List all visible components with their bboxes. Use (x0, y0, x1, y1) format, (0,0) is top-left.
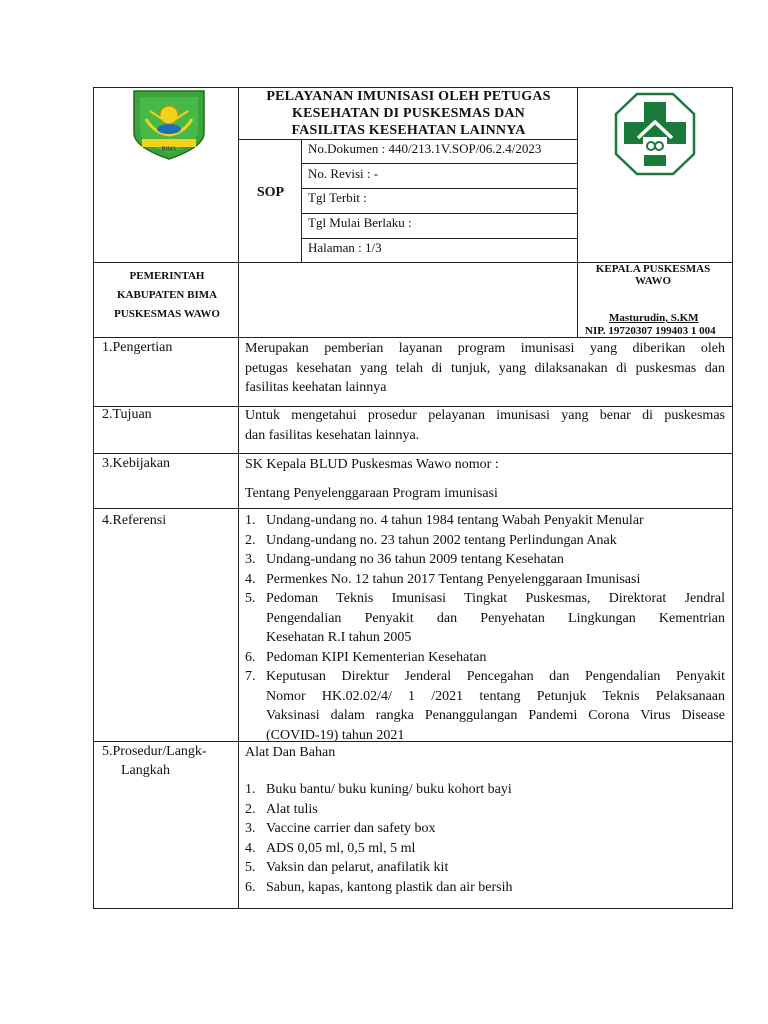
item-number: 5. (245, 860, 256, 875)
head-title-line: KEPALA PUSKESMAS (595, 263, 711, 275)
reference-item (245, 667, 725, 745)
head-nip: NIP. 19720307 199403 1 004 (585, 325, 716, 337)
text-line: Undang-undang no 36 tahun 2009 tentang Kesehatan (266, 552, 564, 567)
revision-number: No. Revisi : - (308, 166, 379, 181)
text-line: Sabun, kapas, kantong plastik dan air bersih (266, 879, 513, 895)
emblem-ribbon-text: BIMA (161, 147, 177, 153)
head-title (578, 263, 728, 287)
equipment-item (245, 780, 725, 800)
section-label-pengertian: 1.Pengertian (102, 340, 173, 355)
text-line: (COVID-19) tahun 2021 (266, 727, 405, 743)
section-label-prosedur: 5.Prosedur/Langk- (102, 744, 207, 759)
text-line: Merupakan pemberian layanan program imunisasi yang diberikan oleh (245, 341, 725, 356)
prosedur-subtitle: Alat Dan Bahan (245, 745, 336, 760)
text-line: Vaccine carrier dan safety box (266, 821, 436, 836)
equipment-item (245, 839, 725, 859)
item-number: 2. (245, 801, 256, 817)
text-line: petugas kesehatan yang telah di tunjuk, yang dilaksanakan di puskesmas dan (245, 360, 725, 376)
text-line: Alat tulis (266, 801, 318, 817)
section-label-tujuan: 2.Tujuan (102, 407, 152, 422)
equipment-item (245, 858, 725, 878)
text-line: Vaksin dan pelarut, anafilatik kit (266, 860, 449, 875)
reference-item (245, 648, 725, 668)
item-number: 7. (245, 669, 256, 684)
item-number: 4. (245, 840, 256, 856)
title-line: PELAYANAN IMUNISASI OLEH PETUGAS (266, 89, 551, 104)
text-line: Pedoman KIPI Kementerian Kesehatan (266, 649, 487, 665)
reference-item (245, 550, 725, 570)
org-line: PUSKESMAS WAWO (114, 308, 220, 320)
text-line: Keputusan Direktur Jenderal Pencegahan dan Pengendalian Penyakit (266, 669, 725, 684)
equipment-item (245, 800, 725, 820)
text-line: Undang-undang no. 23 tahun 2002 tentang Perlindungan Anak (266, 532, 617, 548)
text-line: Kesehatan R.I tahun 2005 (266, 630, 412, 645)
text-line: Buku bantu/ buku kuning/ buku kohort bayi (266, 782, 512, 797)
org-line: PEMERINTAH (129, 270, 205, 282)
item-number: 1. (245, 513, 256, 528)
reference-item (245, 589, 725, 648)
item-number: 5. (245, 591, 256, 606)
text-line: Pengendalian Penyakit dan Penyehatan Lingkungan Kementrian (266, 610, 725, 626)
title-line: KESEHATAN DI PUSKESMAS DAN (292, 106, 525, 121)
item-number: 3. (245, 552, 256, 567)
text-line: ADS 0,05 ml, 0,5 ml, 5 ml (266, 840, 416, 856)
section-label-kebijakan: 3.Kebijakan (102, 456, 171, 471)
puskesmas-logo-icon (614, 92, 696, 176)
item-number: 2. (245, 532, 256, 548)
title-line: FASILITAS KESEHATAN LAINNYA (291, 123, 526, 138)
issue-date: Tgl Terbit : (308, 190, 367, 205)
text-line: fasilitas keehatan lainnya (245, 380, 387, 395)
item-number: 4. (245, 571, 256, 587)
text-line: Undang-undang no. 4 tahun 1984 tentang Wabah Penyakit Menular (266, 513, 644, 528)
section-label-prosedur-cont: Langkah (121, 763, 170, 778)
reference-item (245, 531, 725, 551)
head-name: Masturudin, S.KM (609, 312, 699, 324)
kebijakan-topic-line: Tentang Penyelenggaraan Program imunisasi (245, 486, 498, 501)
equipment-item (245, 819, 725, 839)
effective-date: Tgl Mulai Berlaku : (308, 215, 412, 230)
kebijakan-sk-line: SK Kepala BLUD Puskesmas Wawo nomor : (245, 457, 499, 472)
section-content-tujuan (245, 406, 725, 445)
text-line: Vaksinasi dalam rangka Penanggulangan Pandemi Corona Virus Disease (266, 708, 725, 723)
page-number: Halaman : 1/3 (308, 240, 382, 255)
text-line: Permenkes No. 12 tahun 2017 Tentang Penyelenggaraan Imunisasi (266, 571, 641, 587)
item-number: 6. (245, 879, 256, 895)
reference-item (245, 511, 725, 531)
reference-item (245, 570, 725, 590)
text-line: Nomor HK.02.02/4/ 1 /2021 tentang Petunjuk Teknis Pelaksanaan (266, 688, 725, 704)
organization-name (94, 267, 240, 324)
text-line: Pedoman Teknis Imunisasi Tingkat Puskesmas, Direktorat Jendral (266, 591, 725, 606)
document-number: No.Dokumen : 440/213.1V.SOP/06.2.4/2023 (308, 141, 542, 156)
sop-label: SOP (256, 185, 285, 200)
section-content-pengertian (245, 339, 725, 398)
item-number: 3. (245, 821, 256, 836)
alat-bahan-list (245, 780, 725, 897)
section-label-referensi: 4.Referensi (102, 513, 167, 528)
referensi-list (245, 511, 725, 745)
text-line: dan fasilitas kesehatan lainnya. (245, 427, 420, 443)
item-number: 6. (245, 649, 256, 665)
head-title-line: WAWO (634, 275, 672, 287)
item-number: 1. (245, 782, 256, 797)
sop-title (240, 88, 577, 139)
equipment-item (245, 878, 725, 898)
text-line: Untuk mengetahui prosedur pelayanan imunisasi yang benar di puskesmas (245, 408, 725, 423)
org-line: KABUPATEN BIMA (116, 289, 218, 301)
